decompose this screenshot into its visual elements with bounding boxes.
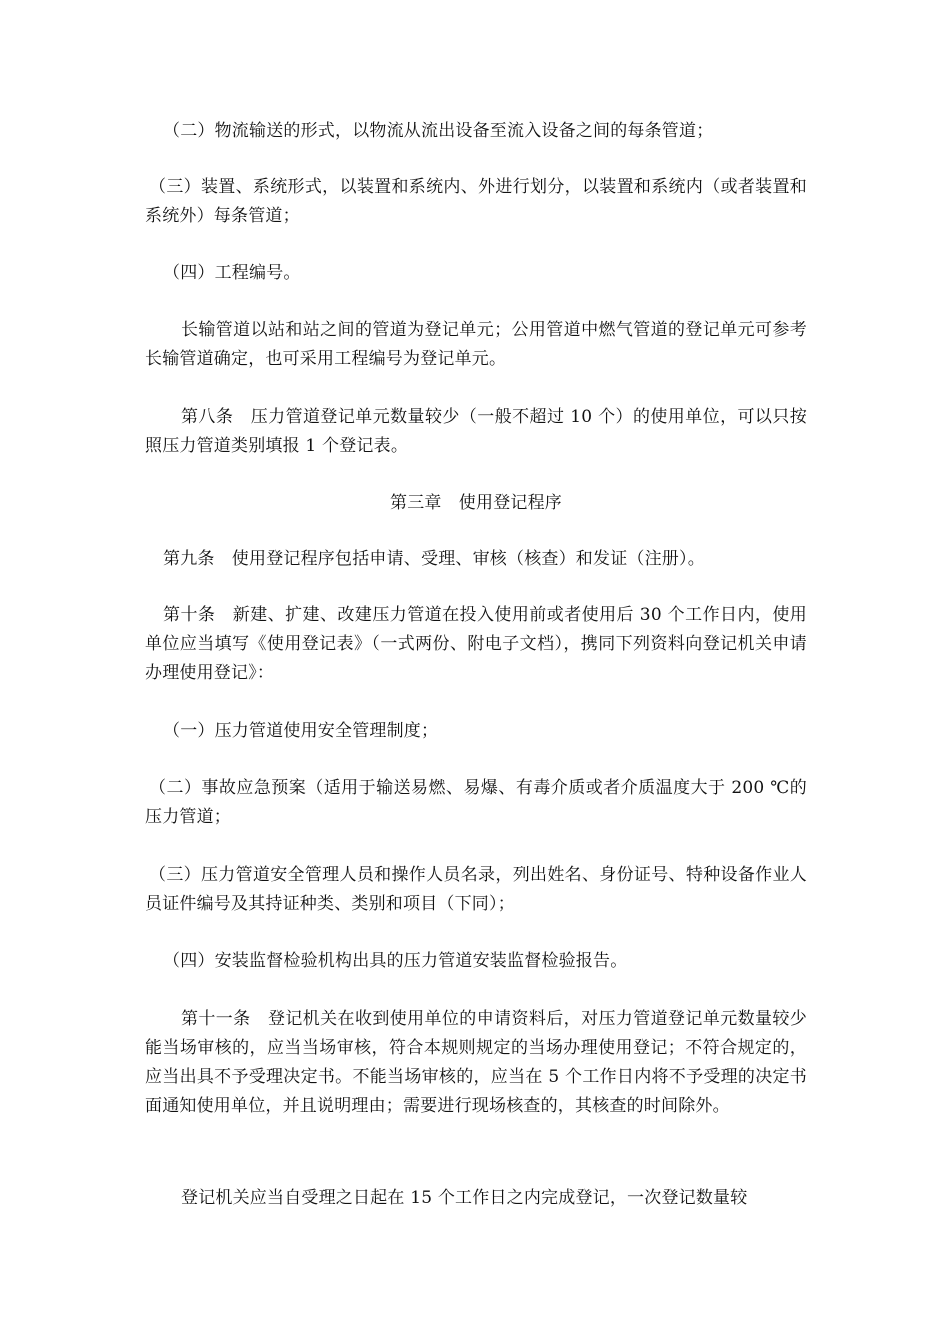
paragraph-item-3: （三）装置、系统形式，以装置和系统内、外进行划分，以装置和系统内（或者装置和系统外）每条管道； [145, 177, 807, 226]
registration-deadline-paragraph: 登记机关应当自受理之日起在 15 个工作日之内完成登记，一次登记数量较 [181, 1188, 748, 1208]
paragraph-item-2: （二）物流输送的形式，以物流从流出设备至流入设备之间的每条管道； [163, 121, 714, 141]
paragraph-item-4: （四）工程编号。 [163, 263, 301, 283]
requirement-2: （二）事故应急预案（适用于输送易燃、易爆、有毒介质或者介质温度大于 200 ℃的压力管道； [145, 778, 807, 827]
requirement-1: （一）压力管道使用安全管理制度； [163, 721, 439, 741]
paragraph-long-pipeline: 长输管道以站和站之间的管道为登记单元；公用管道中燃气管道的登记单元可参考长输管道确定，也可采用工程编号为登记单元。 [145, 320, 807, 369]
requirement-4: （四）安装监督检验机构出具的压力管道安装监督检验报告。 [163, 951, 628, 971]
article-11: 第十一条 登记机关在收到使用单位的申请资料后，对压力管道登记单元数量较少能当场审核的，应当当场审核，符合本规则规定的当场办理使用登记；不符合规定的，应当出具不予受理决定书。不能当场审核的，应当在 5 个工作日内将不予受理的决定书面通知使用单位，并且说明理由；需要进行现场核查的，其核查的时间除外。 [145, 1009, 807, 1116]
chapter-3-heading: 第三章 使用登记程序 [390, 493, 562, 513]
article-8: 第八条 压力管道登记单元数量较少（一般不超过 10 个）的使用单位，可以只按照压力管道类别填报 1 个登记表。 [145, 407, 807, 456]
article-10: 第十条 新建、扩建、改建压力管道在投入使用前或者使用后 30 个工作日内，使用单位应当填写《使用登记表》（一式两份、附电子文档），携同下列资料向登记机关申请办理使用登记》： [145, 605, 807, 683]
requirement-3: （三）压力管道安全管理人员和操作人员名录，列出姓名、身份证号、特种设备作业人员证件编号及其持证种类、类别和项目（下同）； [145, 865, 807, 914]
article-9: 第九条 使用登记程序包括申请、受理、审核（核查）和发证（注册）。 [163, 549, 705, 569]
